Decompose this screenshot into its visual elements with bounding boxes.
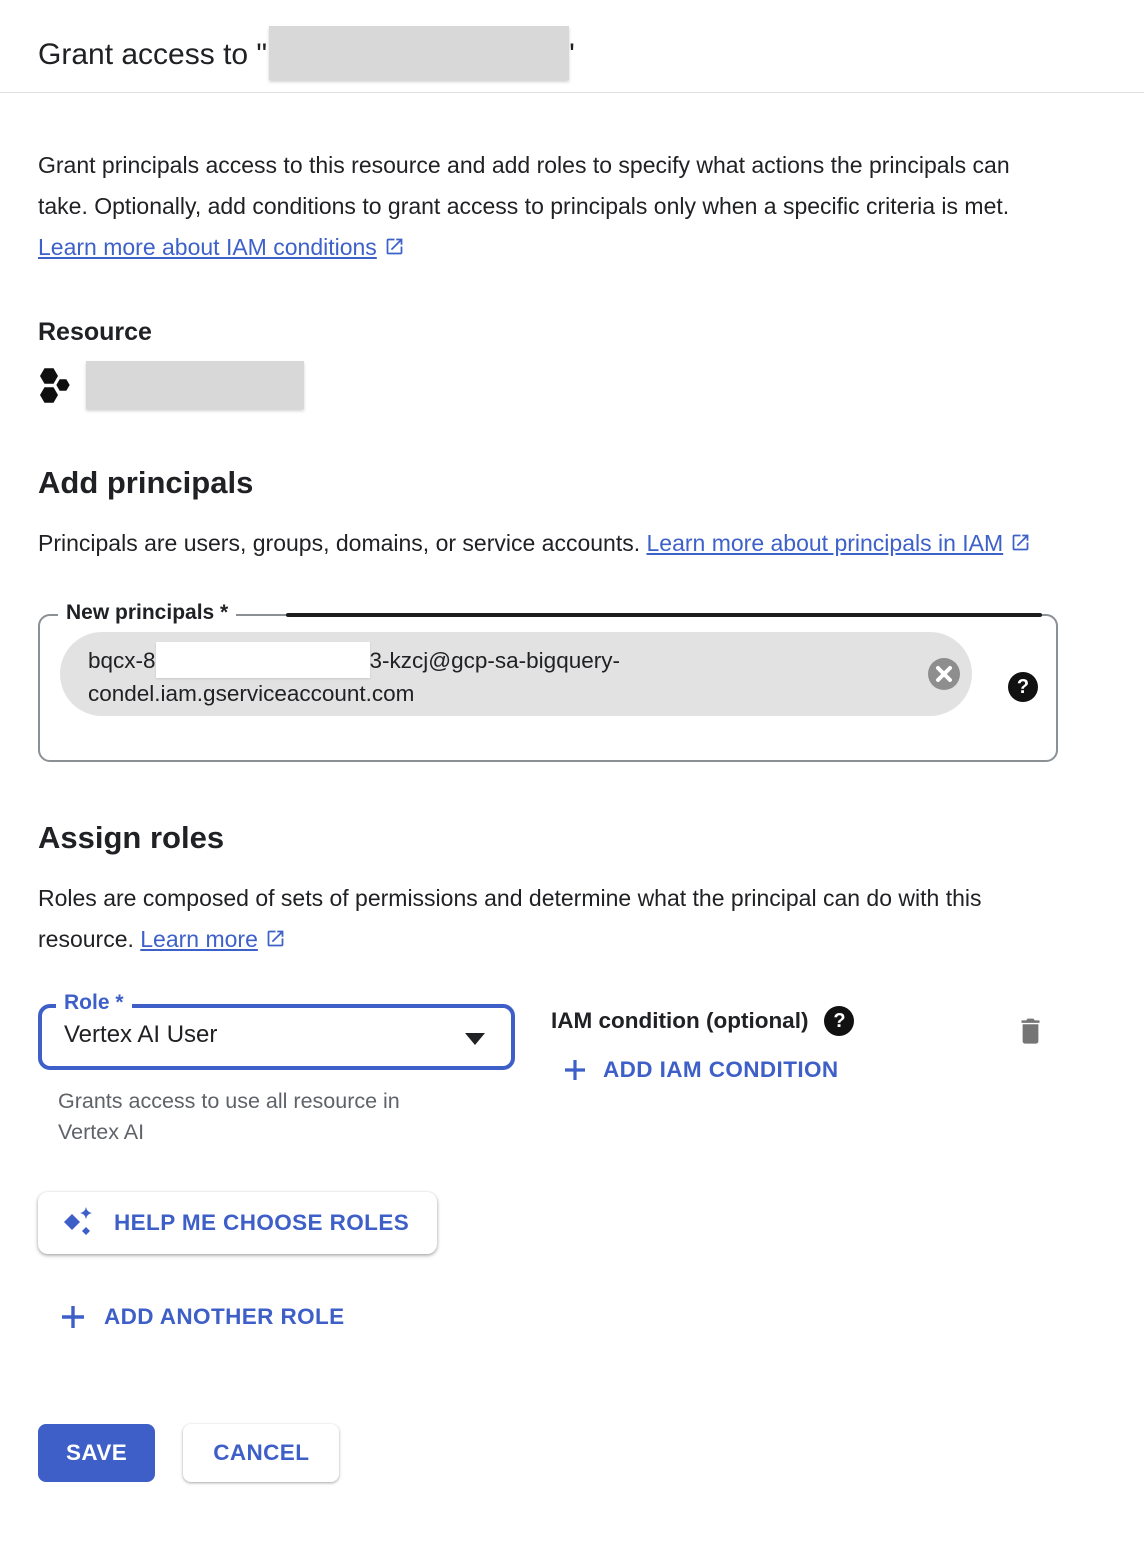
plus-icon xyxy=(561,1056,589,1084)
learn-more-principals-link[interactable]: Learn more about principals in IAM xyxy=(647,530,1032,556)
title-redaction-box xyxy=(269,26,569,80)
add-iam-condition-button[interactable]: ADD IAM CONDITION xyxy=(561,1056,839,1084)
new-principals-label: New principals * xyxy=(58,601,236,625)
chevron-down-icon xyxy=(465,1033,485,1045)
delete-role-button[interactable] xyxy=(1017,1016,1044,1049)
resource-redaction-box xyxy=(86,361,304,409)
save-button[interactable]: SAVE xyxy=(38,1424,155,1482)
new-principals-field[interactable] xyxy=(38,601,1058,762)
iam-condition-help-icon[interactable]: ? xyxy=(824,1006,854,1036)
intro-text: Grant principals access to this resource and add roles to specify what actions the principals can take. Optionally, add conditions to grant access to principals only when a specific criteria is met. Learn more about IAM conditions xyxy=(38,152,1010,260)
resource-hexagon-icon xyxy=(38,365,72,405)
close-icon xyxy=(926,656,962,692)
role-select[interactable] xyxy=(38,991,515,1070)
field-outline-segment xyxy=(286,613,1042,617)
role-label: Role * xyxy=(56,991,132,1015)
external-link-icon xyxy=(265,928,286,949)
role-selected-value: Vertex AI User xyxy=(64,1021,218,1048)
iam-condition-label: IAM condition (optional) xyxy=(551,1008,809,1033)
dialog-footer xyxy=(38,1424,1106,1482)
learn-more-iam-conditions-link[interactable]: Learn more about IAM conditions xyxy=(38,234,405,260)
page-title-text: Grant access to " xyxy=(38,38,268,71)
chip-remove-button[interactable] xyxy=(926,656,962,692)
assign-roles-heading: Assign roles xyxy=(38,820,225,855)
add-principals-heading: Add principals xyxy=(38,465,254,500)
role-helper-text: Grants access to use all resource in Vertex AI xyxy=(58,1089,400,1144)
gemini-sparkle-icon xyxy=(62,1205,98,1241)
chip-redaction-box xyxy=(156,642,370,678)
resource-row xyxy=(38,361,1106,409)
help-me-choose-roles-button[interactable]: HELP ME CHOOSE ROLES xyxy=(38,1192,437,1254)
resource-heading: Resource xyxy=(38,318,152,346)
learn-more-roles-link[interactable]: Learn more xyxy=(140,926,286,952)
page-title-close-quote: ' xyxy=(569,38,575,71)
role-assignment-row xyxy=(38,991,1106,1148)
assign-roles-text: Roles are composed of sets of permissions and determine what the principal can do with this resource. Learn more xyxy=(38,885,982,952)
plus-icon xyxy=(58,1302,88,1332)
page-title xyxy=(38,26,1106,80)
chip-text-line1: bqcx-8 xyxy=(88,648,156,673)
cancel-button[interactable]: CANCEL xyxy=(183,1424,339,1482)
external-link-icon xyxy=(1010,532,1031,553)
add-principals-text: Principals are users, groups, domains, or service accounts. Learn more about principals in IAM xyxy=(38,523,1058,564)
add-another-role-button[interactable]: ADD ANOTHER ROLE xyxy=(58,1302,345,1332)
principals-help-icon[interactable]: ? xyxy=(1008,672,1038,702)
trash-icon xyxy=(1017,1016,1044,1046)
dialog-header xyxy=(0,0,1144,93)
external-link-icon xyxy=(384,236,405,257)
chip-text-line2: condel.iam.gserviceaccount.com xyxy=(88,681,415,706)
principal-chip[interactable]: bqcx-8 3-kzcj@gcp-sa-bigquery- condel.iam.gserviceaccount.com xyxy=(60,632,972,716)
